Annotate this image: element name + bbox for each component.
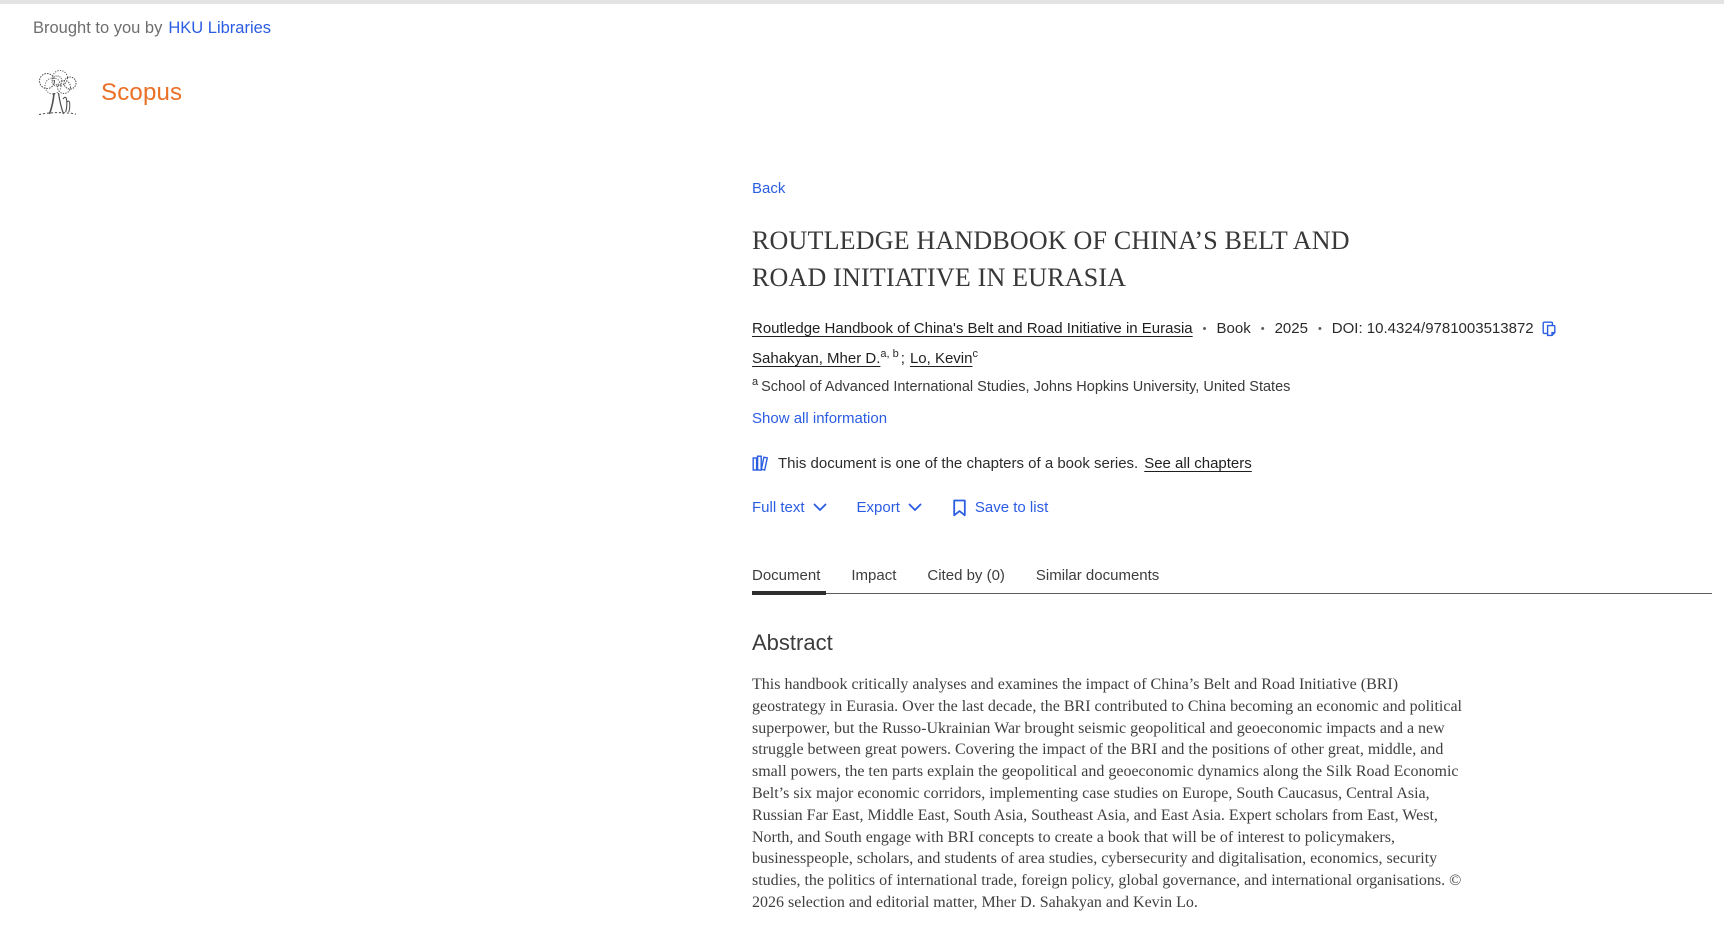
bookmark-icon bbox=[952, 499, 967, 517]
save-to-list-button[interactable] bbox=[952, 499, 1048, 517]
author-link[interactable]: Sahakyan, Mher D. bbox=[752, 350, 881, 367]
institution-banner bbox=[33, 19, 271, 38]
abstract-heading: Abstract bbox=[752, 629, 833, 655]
document-actions-bar bbox=[752, 499, 1464, 517]
full-text-label: Full text bbox=[752, 499, 805, 517]
banner-prefix: Brought to you by bbox=[33, 19, 163, 37]
tab-document[interactable]: Document bbox=[752, 567, 820, 593]
export-dropdown[interactable] bbox=[857, 499, 922, 516]
chevron-down-icon bbox=[908, 503, 922, 512]
affiliation-row bbox=[752, 376, 1464, 395]
export-label: Export bbox=[856, 499, 900, 517]
hku-libraries-link[interactable]: HKU Libraries bbox=[168, 19, 272, 37]
book-series-note bbox=[752, 455, 1464, 472]
author-separator: ; bbox=[900, 350, 905, 367]
meta-separator: • bbox=[1317, 322, 1322, 335]
document-details-panel bbox=[752, 0, 1534, 930]
copy-doi-icon[interactable] bbox=[1542, 321, 1558, 337]
tab-cited-by[interactable]: Cited by (0) bbox=[927, 566, 1005, 584]
affiliation-mark: a bbox=[752, 376, 759, 388]
brand-header bbox=[33, 70, 182, 116]
page-title: ROUTLEDGE HANDBOOK OF CHINA’S BELT AND ROAD INITIATIVE IN EURASIA bbox=[752, 226, 1350, 292]
tab-similar-documents[interactable]: Similar documents bbox=[1035, 566, 1160, 584]
abstract-text: This handbook critically analyses and examines the impact of China’s Belt and Road Initiative (BRI) geostrategy in Eurasia. Over the last decade, the BRI contributed to China becoming an economic and political superpower, but the Russo-Ukrainian War brought seismic geopolitical and geoeconomic impacts and a new struggle between great powers. Covering the impact of the BRI and the positions of other great, middle, and small powers, the ten parts explain the geopolitical and geoeconomic dynamics along the Silk Road Economic Belt’s six major economic corridors, implementing case studies on Europe, South Caucasus, Central Asia, Russian Far East, Middle East, South Asia, Southeast Asia, and East Asia. Expert scholars from East, West, North, and South engage with BRI concepts to create a book that will be of interest to policymakers, businesspeople, scholars, and students of area studies, cybersecurity and digitalisation, economics, security studies, the politics of international trade, foreign policy, global governance, and international organisations. © 2026 selection and editorial matter, Mher D. Sahakyan and Kevin Lo. bbox=[752, 676, 1462, 912]
document-tabs bbox=[752, 567, 1712, 594]
document-meta-row bbox=[752, 320, 1534, 337]
authors-row bbox=[752, 348, 1464, 367]
chevron-down-icon bbox=[813, 503, 827, 512]
document-type: Book bbox=[1216, 320, 1251, 337]
show-all-information-link[interactable]: Show all information bbox=[752, 409, 888, 427]
scopus-wordmark[interactable]: Scopus bbox=[101, 79, 183, 106]
elsevier-tree-logo-icon[interactable] bbox=[33, 70, 81, 116]
back-link[interactable]: Back bbox=[752, 180, 786, 197]
doi-value: DOI: 10.4324/9781003513872 bbox=[1331, 320, 1534, 337]
full-text-dropdown[interactable] bbox=[752, 499, 827, 516]
affiliation-text: School of Advanced International Studies, Johns Hopkins University, United States bbox=[761, 378, 1291, 395]
save-to-list-label: Save to list bbox=[974, 499, 1049, 517]
author-affiliation-marks: c bbox=[972, 348, 978, 360]
see-all-chapters-link[interactable]: See all chapters bbox=[1144, 454, 1252, 472]
book-series-icon bbox=[752, 455, 769, 472]
author-affiliation-marks: a, b bbox=[880, 348, 899, 360]
author-link[interactable]: Lo, Kevin bbox=[909, 350, 973, 367]
series-note-text: This document is one of the chapters of a book series. bbox=[778, 454, 1139, 472]
tab-impact[interactable]: Impact bbox=[851, 566, 897, 584]
meta-separator: • bbox=[1202, 322, 1207, 335]
source-title-link[interactable]: Routledge Handbook of China's Belt and Road Initiative in Eurasia bbox=[752, 320, 1193, 337]
meta-separator: • bbox=[1260, 322, 1265, 335]
publication-year: 2025 bbox=[1274, 320, 1308, 337]
